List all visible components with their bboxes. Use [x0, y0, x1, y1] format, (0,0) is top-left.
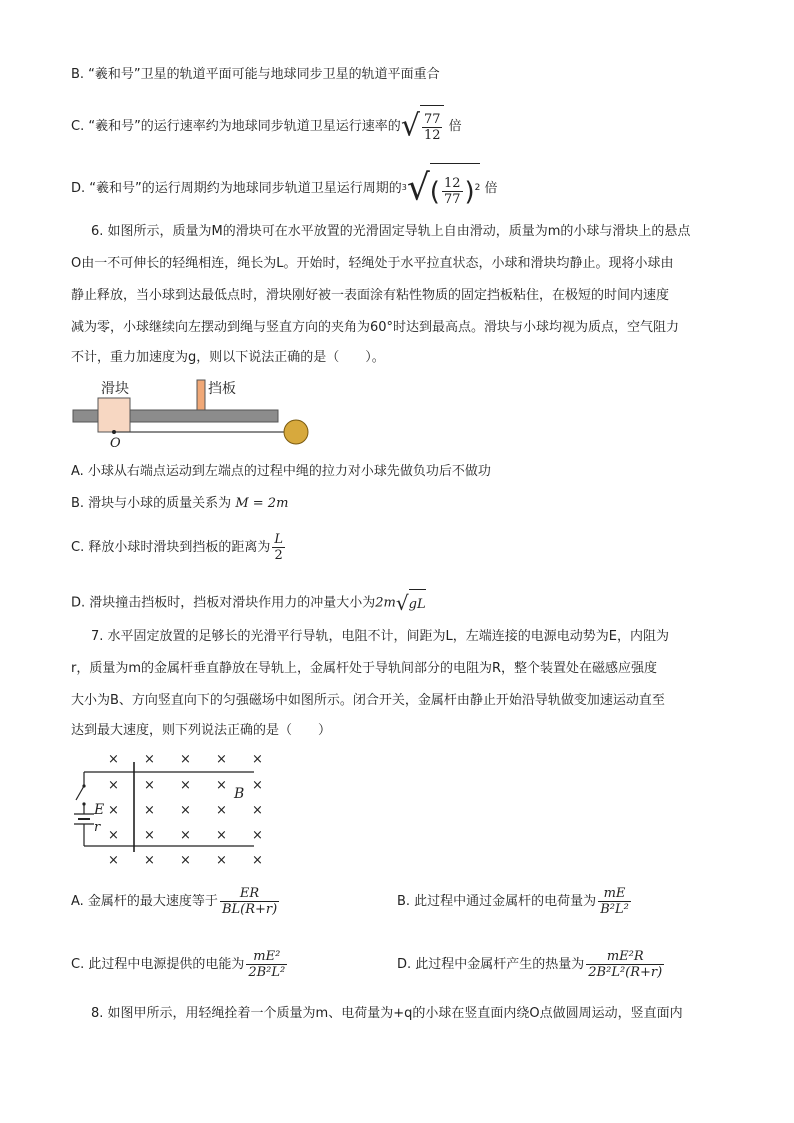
q6-option-a: A. 小球从右端点运动到左端点的过程中绳的拉力对小球先做负功后不做功 — [71, 464, 491, 479]
field-cross-icon: × — [252, 803, 263, 818]
q5-option-d-suffix: 倍 — [484, 181, 498, 197]
q7-option-a-prefix: A. 金属杆的最大速度等于 — [71, 894, 218, 909]
q5-c-numerator: 77 — [423, 112, 441, 127]
field-cross-icon: × — [216, 778, 227, 793]
sqrt-symbol-icon: √ — [395, 591, 409, 615]
sqrt-symbol-icon: √ — [400, 108, 420, 144]
q7-stem-line-2: r，质量为m的金属杆垂直静放在导轨上，金属杆处于导轨间部分的电阻为R，整个装置处在磁感应强度 — [71, 661, 658, 676]
q7-option-b-prefix: B. 此过程中通过金属杆的电荷量为 — [397, 894, 597, 909]
q7-b-denominator: B²L² — [600, 902, 629, 917]
field-cross-icon: × — [180, 752, 191, 767]
field-cross-icon: × — [108, 803, 119, 818]
q6-option-b-formula: M = 2m — [235, 496, 289, 511]
slider-block — [98, 398, 130, 432]
field-cross-icon: × — [108, 828, 119, 843]
q6-d-root: gL — [409, 589, 426, 618]
q5-option-b: B. “羲和号”卫星的轨道平面可能与地球同步卫星的轨道平面重合 — [71, 67, 440, 82]
field-cross-icon: × — [252, 828, 263, 843]
q7-stem-line-4: 达到最大速度，则下列说法正确的是（ ） — [71, 723, 332, 738]
q7-b-numerator: mE — [598, 886, 631, 902]
q7-a-numerator: ER — [220, 886, 279, 902]
q6-d-coef: 2m — [375, 595, 396, 611]
sqrt-symbol-icon: √ — [406, 167, 430, 209]
switch — [76, 786, 84, 800]
q5-d-denominator: 77 — [443, 192, 461, 208]
q5-d-root-index: 3 — [401, 183, 407, 193]
field-cross-icon: × — [216, 803, 227, 818]
field-cross-icon: × — [144, 803, 155, 818]
q7-stem-line-3: 大小为B、方向竖直向下的匀强磁场中如图所示。闭合开关，金属杆由静止开始沿导轨做变加速运动直至 — [71, 693, 665, 708]
q7-option-c-prefix: C. 此过程中电源提供的电能为 — [71, 957, 245, 972]
q6-stem-line-1: 6. 如图所示，质量为M的滑块可在水平放置的光滑固定导轨上自由滑动，质量为m的小球与滑块上的悬点 — [91, 224, 691, 239]
q7-option-b — [397, 882, 633, 922]
q6-figure — [70, 376, 320, 456]
q6-option-c-prefix: C. 释放小球时滑块到挡板的距离为 — [71, 540, 271, 555]
q6-option-b-prefix: B. 滑块与小球的质量关系为 — [71, 496, 232, 511]
field-cross-icon: × — [252, 778, 263, 793]
q7-option-c — [71, 945, 289, 985]
field-cross-icon: × — [108, 778, 119, 793]
field-cross-icon: × — [180, 803, 191, 818]
q5-d-numerator: 12 — [443, 176, 461, 192]
q5-option-d — [71, 163, 498, 207]
q6-stem-line-2: O由一不可伸长的轻绳相连，绳长为L。开始时，轻绳处于水平拉直状态，小球和滑块均静止。现将小球由 — [71, 256, 674, 271]
q6-c-denominator: 2 — [274, 548, 283, 563]
point-o-label: O — [110, 436, 121, 451]
field-cross-icon: × — [144, 828, 155, 843]
q7-stem-line-1: 7. 水平固定放置的足够长的光滑平行导轨，电阻不计，间距为L，左端连接的电源电动势为E，内阻为 — [91, 629, 669, 644]
internal-resistance-label: r — [94, 820, 101, 835]
q7-figure — [64, 748, 274, 868]
q7-d-denominator: 2B²L²(R+r) — [588, 965, 663, 980]
q7-c-numerator: mE² — [246, 949, 287, 965]
q6-option-b — [71, 494, 288, 514]
q7-d-numerator: mE²R — [586, 949, 664, 965]
q5-d-power: 2 — [474, 183, 481, 193]
q5-option-d-cbrt: √( $\frac{12}{77}$ )$^2$ — [407, 163, 481, 214]
q6-stem-line-3: 静止释放，当小球到达最低点时，滑块刚好被一表面涂有粘性物质的固定挡板粘住，在极短的时间内速度 — [71, 288, 670, 303]
field-cross-icon: × — [252, 853, 263, 868]
q8-stem-line-1: 8. 如图甲所示，用轻绳拴着一个质量为m、电荷量为+q的小球在竖直面内绕O点做圆周运动，竖直面内 — [91, 1006, 683, 1021]
q6-option-c — [71, 528, 287, 568]
field-cross-icon: × — [216, 752, 227, 767]
q6-stem-line-4: 减为零，小球继续向左摆动到绳与竖直方向的夹角为60°时达到最高点。滑块与小球均视为质点，空气阻力 — [71, 320, 680, 335]
q7-option-d-prefix: D. 此过程中金属杆产生的热量为 — [397, 957, 585, 972]
suspension-point-o — [112, 430, 116, 434]
q6-option-d-prefix: D. 滑块撞击挡板时，挡板对滑块作用力的冲量大小为 — [71, 595, 376, 611]
baffle-label: 挡板 — [208, 381, 236, 397]
emf-label: E — [94, 802, 105, 818]
q7-option-d — [397, 945, 666, 985]
field-cross-icon: × — [108, 853, 119, 868]
field-cross-icon: × — [144, 752, 155, 767]
slider-label: 滑块 — [101, 381, 129, 397]
q7-option-a — [71, 882, 281, 922]
field-cross-icon: × — [180, 828, 191, 843]
q6-stem-line-5: 不计，重力加速度为g，则以下说法正确的是（ ）。 — [71, 350, 385, 365]
field-cross-icon: × — [108, 752, 119, 767]
field-cross-icon: × — [180, 853, 191, 868]
magnetic-field-label: B — [234, 786, 245, 802]
q7-c-denominator: 2B²L² — [248, 965, 286, 980]
q5-option-c-prefix: C. “羲和号”的运行速率约为地球同步轨道卫星运行速率的 — [71, 119, 401, 134]
q7-a-denominator: BL(R+r) — [221, 902, 278, 917]
q5-option-c — [71, 105, 462, 145]
small-ball — [284, 420, 308, 444]
baffle — [197, 380, 205, 410]
q5-c-denominator: 12 — [423, 128, 441, 143]
field-cross-icon: × — [180, 778, 191, 793]
q6-c-numerator: L — [274, 532, 283, 547]
q5-option-c-sqrt — [401, 105, 445, 148]
field-cross-icon: × — [144, 853, 155, 868]
field-cross-icon: × — [216, 853, 227, 868]
q5-option-d-prefix: D. “羲和号”的运行周期约为地球同步轨道卫星运行周期的 — [71, 181, 402, 197]
field-cross-icon: × — [216, 828, 227, 843]
q6-option-d — [71, 588, 426, 618]
field-cross-icon: × — [144, 778, 155, 793]
field-cross-icon: × — [252, 752, 263, 767]
q5-option-c-suffix: 倍 — [448, 119, 462, 134]
